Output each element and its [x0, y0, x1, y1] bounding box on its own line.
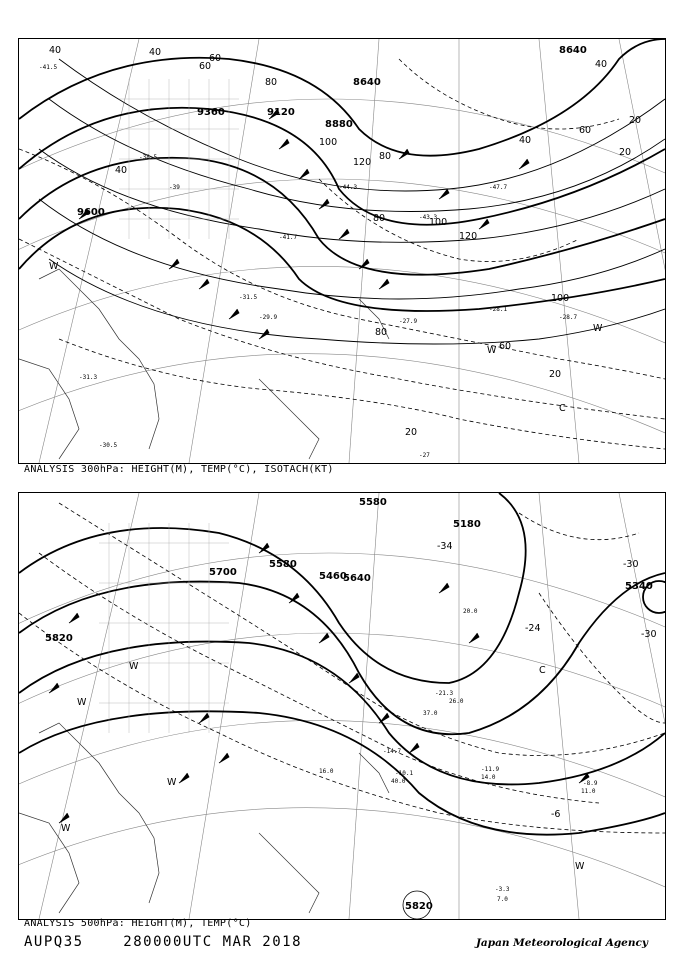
height-label: 9360 [197, 107, 225, 118]
isotach-label: 100 [551, 293, 570, 304]
chart-datetime: 280000UTC MAR 2018 [123, 934, 303, 950]
isotach-label: 80 [265, 77, 278, 88]
warm-mark: W [61, 823, 71, 834]
station-grid [99, 523, 229, 733]
temp-label: -10.1 [395, 770, 414, 777]
temp-label: -27 [419, 452, 430, 459]
temp-label: -29.9 [259, 314, 278, 321]
chart-300hpa [18, 38, 666, 464]
chart-code: AUPQ35 [24, 934, 84, 950]
temp-label: -44.3 [339, 184, 358, 191]
isotach-label: 100 [319, 137, 338, 148]
temp-label: -14.7 [383, 748, 402, 755]
graticule [19, 493, 665, 919]
warm-mark: W [575, 861, 585, 872]
obs-value: 20.0 [463, 608, 478, 615]
isotach-label: 40 [595, 59, 608, 70]
temp-label: -41.5 [39, 64, 58, 71]
map-500hpa [19, 493, 665, 919]
height-label: 5180 [453, 519, 481, 530]
height-label: 5820 [405, 901, 433, 912]
isotach-label: 20 [619, 147, 632, 158]
temp-label: -24 [525, 623, 541, 634]
height-label: 9120 [267, 107, 295, 118]
cold-mark: C [539, 665, 546, 676]
obs-value: 16.0 [319, 768, 334, 775]
height-label: 5580 [269, 559, 297, 570]
height-label: 5700 [209, 567, 237, 578]
temp-label: -11.9 [481, 766, 500, 773]
height-label: 8640 [559, 45, 587, 56]
height-label: 9600 [77, 207, 105, 218]
caption-500hpa: ANALYSIS 500hPa: HEIGHT(M), TEMP(°C) [24, 918, 252, 929]
temp-label: -30 [623, 559, 639, 570]
warm-mark: W [167, 777, 177, 788]
warm-mark: W [129, 661, 139, 672]
obs-value: 40.0 [391, 778, 406, 785]
height-label: 8880 [325, 119, 353, 130]
isotach-label: 20 [629, 115, 642, 126]
cold-mark: C [559, 403, 566, 414]
wind-barbs [49, 543, 589, 823]
height-label: 5340 [625, 581, 653, 592]
obs-value: 37.0 [423, 710, 438, 717]
station-grid [119, 79, 239, 239]
agency-name: Japan Meteorological Agency [475, 937, 648, 949]
obs-value: 26.0 [449, 698, 464, 705]
graticule [19, 39, 665, 463]
temp-label: -3.3 [495, 886, 510, 893]
isotach-label: 60 [209, 53, 222, 64]
isotach-label: 60 [579, 125, 592, 136]
temp-label: -30 [641, 629, 657, 640]
isotach-label: 40 [149, 47, 162, 58]
isotherms [19, 503, 665, 833]
height-label: 8640 [353, 77, 381, 88]
warm-mark: W [49, 261, 59, 272]
temp-label: -43.3 [419, 214, 438, 221]
height-contours [19, 493, 665, 835]
isotach-label: 40 [115, 165, 128, 176]
isotach-label: 80 [379, 151, 392, 162]
temp-label: -30.5 [99, 442, 118, 449]
isotach-label: 20 [405, 427, 418, 438]
temp-label: -47.7 [489, 184, 508, 191]
obs-value: 14.0 [481, 774, 496, 781]
obs-value: 7.0 [497, 896, 508, 903]
caption-300hpa: ANALYSIS 300hPa: HEIGHT(M), TEMP(°C), ISOTACH(KT) [24, 464, 334, 475]
warm-mark: W [487, 345, 497, 356]
isotach-label: 60 [199, 61, 212, 72]
temp-label: -31.5 [239, 294, 258, 301]
isotherms [19, 59, 665, 449]
temp-label: -34 [437, 541, 453, 552]
warm-mark: W [593, 323, 603, 334]
isotach-label: 80 [373, 213, 386, 224]
temp-label: -38.5 [139, 154, 158, 161]
map-300hpa [19, 39, 665, 463]
height-label: 5460 [319, 571, 347, 582]
temp-label: -6 [551, 809, 561, 820]
temp-label: -8.9 [583, 780, 598, 787]
height-label: 5580 [359, 497, 387, 508]
coastline [19, 269, 389, 459]
isotach-label: 120 [459, 231, 478, 242]
temp-label: -39 [169, 184, 180, 191]
temp-label: -28.1 [489, 306, 508, 313]
isotach-label: 60 [499, 341, 512, 352]
chart-identifier [24, 934, 302, 950]
temp-label: -28.7 [559, 314, 578, 321]
isotach-label: 40 [49, 45, 62, 56]
height-label: 5640 [343, 573, 371, 584]
height-label: 5820 [45, 633, 73, 644]
obs-value: 11.0 [581, 788, 596, 795]
isotach-label: 80 [375, 327, 388, 338]
isotach-label: 40 [519, 135, 532, 146]
coastline [19, 723, 389, 913]
isotach-label: 100 [429, 217, 448, 228]
chart-500hpa [18, 492, 666, 920]
isotach-label: 20 [549, 369, 562, 380]
temp-label: -21.3 [435, 690, 454, 697]
warm-mark: W [77, 697, 87, 708]
temp-label: -27.9 [399, 318, 418, 325]
isotach-label: 120 [353, 157, 372, 168]
temp-label: -41.7 [279, 234, 298, 241]
temp-label: -31.3 [79, 374, 98, 381]
